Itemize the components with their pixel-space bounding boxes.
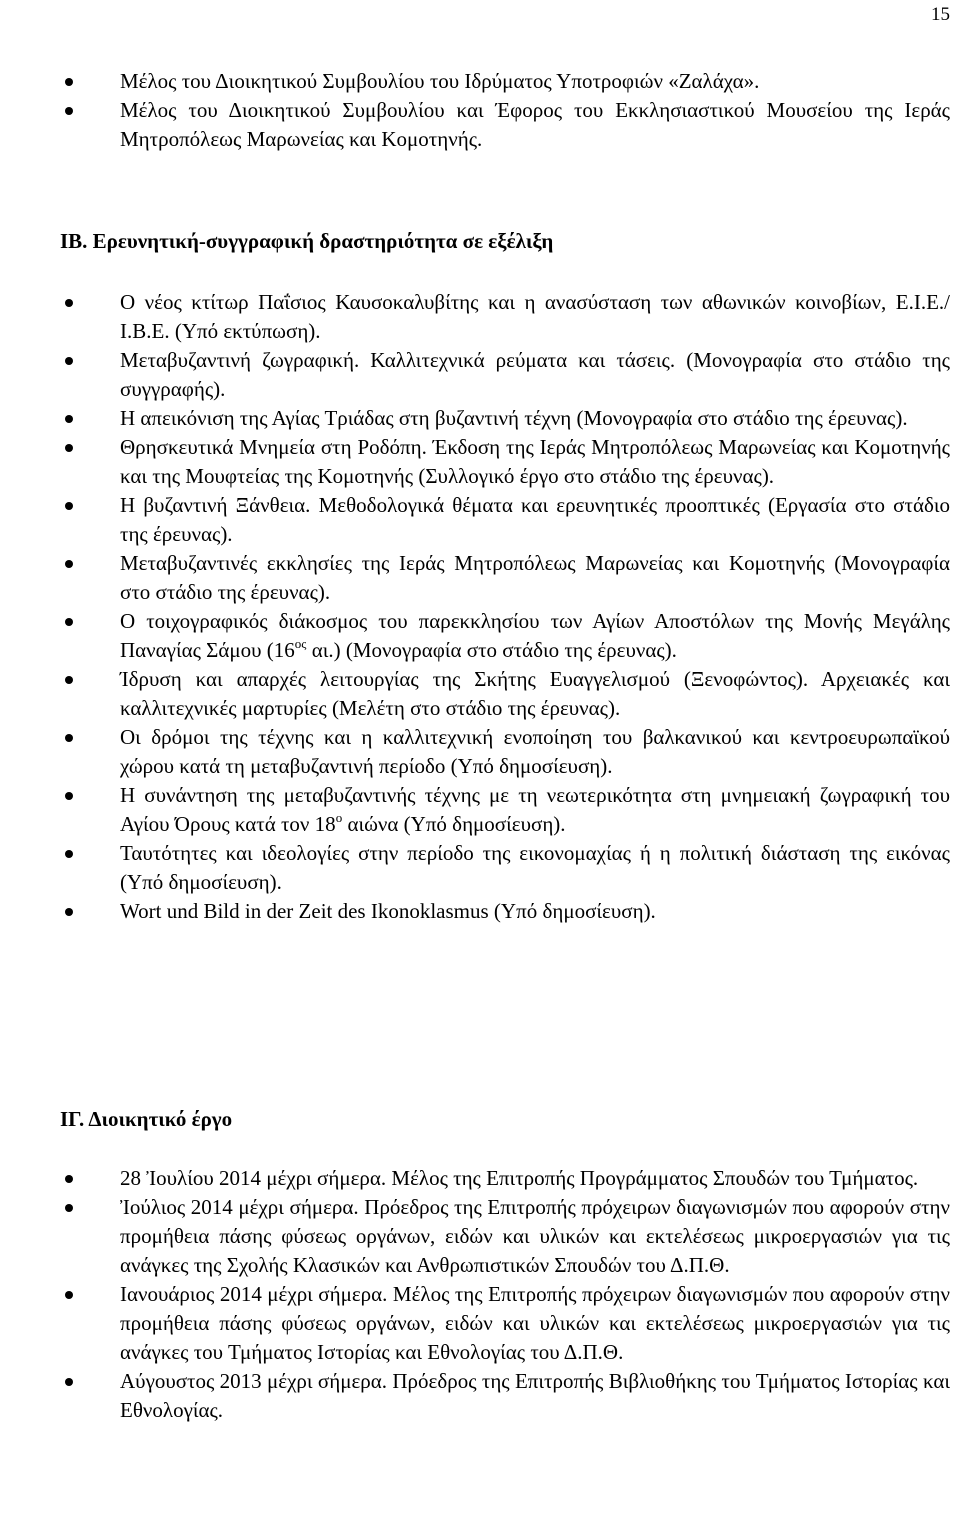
list-item	[120, 549, 950, 607]
list-item-text: Ταυτότητες και ιδεολογίες στην περίοδο της εικονομαχίας ή η πολιτική διάσταση της εικόνας (Υπό δημοσίευση).	[120, 841, 950, 894]
list-item	[120, 897, 950, 926]
list-item	[120, 491, 950, 549]
section-ig-block	[0, 1164, 960, 1425]
section-ib-block	[0, 288, 960, 926]
list-item	[120, 1367, 950, 1425]
list-item-text: Ο τοιχογραφικός διάκοσμος του παρεκκλησίου των Αγίων Αποστόλων της Μονής Μεγάλης Παναγίας Σάμου (16	[120, 609, 950, 662]
list-item	[120, 607, 950, 665]
list-item-text: Μέλος του Διοικητικού Συμβουλίου και Έφορος του Εκκλησιαστικού Μουσείου της Ιεράς Μητροπόλεως Μαρωνείας και Κομοτηνής.	[120, 98, 950, 151]
list-item-text: Ο νέος κτίτωρ Παΐσιος Καυσοκαλυβίτης και η ανασύσταση των αθωνικών κοινοβίων, Ε.Ι.Ε./Ι.Β.Ε. (Υπό εκτύπωση).	[120, 290, 950, 343]
list-item	[120, 346, 950, 404]
list-item	[120, 433, 950, 491]
list-item	[120, 1280, 950, 1367]
list-item	[120, 288, 950, 346]
page-number: 15	[931, 4, 950, 25]
top-list-block	[0, 67, 960, 154]
list-item-text: Η βυζαντινή Ξάνθεια. Μεθοδολογικά θέματα και ερευνητικές προοπτικές (Εργασία στο στάδιο της έρευνας).	[120, 493, 950, 546]
list-item-text: Αύγουστος 2013 μέχρι σήμερα. Πρόεδρος της Επιτροπής Βιβλιοθήκης του Τμήματος Ιστορίας και Εθνολογίας.	[120, 1369, 950, 1422]
list-item-text: Οι δρόμοι της τέχνης και η καλλιτεχνική ενοποίηση του βαλκανικού και κεντροευρωπαϊκού χώρου κατά τη μεταβυζαντινή περίοδο (Υπό δημοσίευση).	[120, 725, 950, 778]
bullet-icon	[65, 1204, 73, 1212]
bullet-icon	[65, 618, 73, 626]
list-item-text: Θρησκευτικά Μνημεία στη Ροδόπη. Έκδοση της Ιεράς Μητροπόλεως Μαρωνείας και Κομοτηνής και της Μουφτείας της Κομοτηνής (Συλλογικό έργο στο στάδιο της έρευνας).	[120, 435, 950, 488]
list-item-text: Η απεικόνιση της Αγίας Τριάδας στη βυζαντινή τέχνη (Μονογραφία στο στάδιο της έρευνας).	[120, 406, 908, 430]
list-item-text: Ίδρυση και απαρχές λειτουργίας της Σκήτης Ευαγγελισμού (Ξενοφώντος). Αρχειακές και καλλιτεχνικές μαρτυρίες (Μελέτη στο στάδιο της έρευνας).	[120, 667, 950, 720]
bullet-icon	[65, 444, 73, 452]
bullet-icon	[65, 1378, 73, 1386]
ordinal-superscript: ο	[335, 810, 343, 825]
list-item	[120, 96, 950, 154]
section-heading-ig: ΙΓ. Διοικητικό έργο	[60, 1107, 233, 1131]
list-item-text: 28 Ἰουλίου 2014 μέχρι σήμερα. Μέλος της Επιτροπής Προγράμματος Σπουδών του Τμήματος.	[120, 1166, 919, 1190]
bullet-icon	[65, 1175, 73, 1183]
list-item	[120, 723, 950, 781]
list-item-text: Wort und Bild in der Zeit des Ikonoklasmus (Υπό δημοσίευση).	[120, 899, 656, 923]
bullet-icon	[65, 850, 73, 858]
list-item-text: Μεταβυζαντινές εκκλησίες της Ιεράς Μητροπόλεως Μαρωνείας και Κομοτηνής (Μονογραφία στο στάδιο της έρευνας).	[120, 551, 950, 604]
bullet-icon	[65, 299, 73, 307]
bullet-icon	[65, 107, 73, 115]
bullet-icon	[65, 415, 73, 423]
list-item-text: αι.) (Μονογραφία στο στάδιο της έρευνας).	[306, 638, 677, 662]
section-ig-list	[0, 1164, 960, 1425]
bullet-icon	[65, 792, 73, 800]
list-item-text: Ιανουάριος 2014 μέχρι σήμερα. Μέλος της Επιτροπής πρόχειρων διαγωνισμών που αφορούν στην προμήθεια πάσης φύσεως οργάνων, ειδών και υλικών και εκτελέσεως μικροεργασιών για τις ανάγκες του Τμήματος Ιστορίας και Εθνολογίας του Δ.Π.Θ.	[120, 1282, 950, 1364]
list-item-text: Μέλος του Διοικητικού Συμβουλίου του Ιδρύματος Υποτροφιών «Ζαλάχα».	[120, 69, 760, 93]
bullet-icon	[65, 1291, 73, 1299]
list-item	[120, 839, 950, 897]
list-item	[120, 67, 950, 96]
section-ib-list	[0, 288, 960, 926]
list-item	[120, 781, 950, 839]
list-item-text: Ἰούλιος 2014 μέχρι σήμερα. Πρόεδρος της Επιτροπής πρόχειρων διαγωνισμών που αφορούν στην προμήθεια πάσης φύσεως οργάνων, ειδών και υλικών και εκτελέσεως μικροεργασιών για τις ανάγκες της Σχολής Κλασικών και Ανθρωπιστικών Σπουδών του Δ.Π.Θ.	[120, 1195, 950, 1277]
bullet-icon	[65, 676, 73, 684]
list-item-text: Η συνάντηση της μεταβυζαντινής τέχνης με τη νεωτερικότητα στη μνημειακή ζωγραφική του Αγίου Όρους κατά τον 18	[120, 783, 950, 836]
bullet-icon	[65, 357, 73, 365]
list-item	[120, 404, 950, 433]
bullet-icon	[65, 502, 73, 510]
bullet-icon	[65, 560, 73, 568]
list-item	[120, 665, 950, 723]
section-heading-ib: ΙΒ. Ερευνητική-συγγραφική δραστηριότητα σε εξέλιξη	[60, 229, 554, 253]
list-item	[120, 1193, 950, 1280]
list-item-text: αιώνα (Υπό δημοσίευση).	[342, 812, 566, 836]
list-item-text: Μεταβυζαντινή ζωγραφική. Καλλιτεχνικά ρεύματα και τάσεις. (Μονογραφία στο στάδιο της συγγραφής).	[120, 348, 950, 401]
list-item	[120, 1164, 950, 1193]
top-bullet-list	[0, 67, 960, 154]
ordinal-superscript: ος	[294, 636, 307, 651]
bullet-icon	[65, 734, 73, 742]
bullet-icon	[65, 78, 73, 86]
bullet-icon	[65, 908, 73, 916]
